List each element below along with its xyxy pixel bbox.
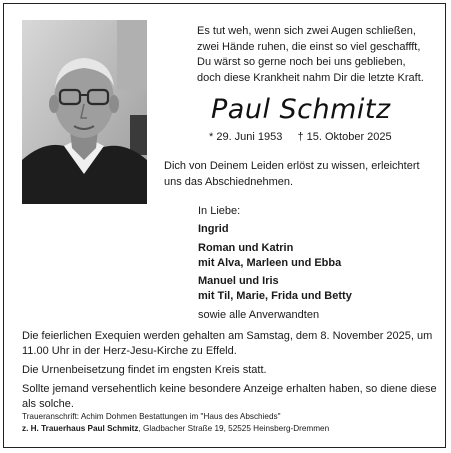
- mourner: mit Alva, Marleen und Ebba: [198, 256, 342, 269]
- poem-line: Es tut weh, wenn sich zwei Augen schließen,: [197, 25, 416, 37]
- service-info: Die feierlichen Exequien werden gehalten am Samstag, dem 8. November 2025, um 11.00 Uhr in der Herz-Jesu-Kirche zu Effeld.: [22, 330, 433, 357]
- mourner: mit Til, Marie, Frida und Betty: [198, 290, 352, 303]
- birth-date: * 29. Juni 1953: [209, 131, 283, 143]
- burial-info: Die Urnenbeisetzung findet im engsten Kreis statt.: [22, 364, 267, 376]
- mourner: Ingrid: [198, 223, 229, 236]
- poem-line: Du wärst so gerne noch bei uns geblieben,: [197, 56, 406, 68]
- mourner: Manuel und Iris: [198, 275, 279, 288]
- mourning-address: [22, 411, 329, 435]
- death-date: † 15. Oktober 2025: [297, 131, 392, 143]
- mourners-heading: In Liebe:: [198, 205, 241, 217]
- poem-line: zwei Hände ruhen, die einst so viel geschaffft,: [197, 40, 421, 53]
- notice-info: Sollte jemand versehentlich keine besondere Anzeige erhalten haben, so diene diese als solche.: [22, 383, 437, 410]
- obituary-frame: [3, 3, 446, 448]
- address-recipient: z. H. Trauerhaus Paul Schmitz: [22, 424, 139, 433]
- mourners-list: [198, 204, 352, 323]
- intro-text: Dich von Deinem Leiden erlöst zu wissen, erleichtert uns das Abschiednehmen.: [164, 160, 420, 188]
- life-dates: [209, 131, 404, 143]
- portrait-photo: [22, 20, 147, 204]
- closing-text: [22, 329, 440, 416]
- mourner: sowie alle Anverwandten: [198, 308, 320, 321]
- address-line: [22, 423, 329, 435]
- poem: [197, 24, 424, 86]
- poem-line: doch diese Krankheit nahm Dir die letzte Kraft.: [197, 71, 424, 84]
- deceased-name: Paul Schmitz: [211, 94, 391, 125]
- address-street: , Gladbacher Straße 19, 52525 Heinsberg-Dremmen: [138, 424, 330, 433]
- address-line: Traueranschrift: Achim Dohmen Bestattungen im "Haus des Abschieds": [22, 412, 281, 421]
- mourner: Roman und Katrin: [198, 241, 294, 254]
